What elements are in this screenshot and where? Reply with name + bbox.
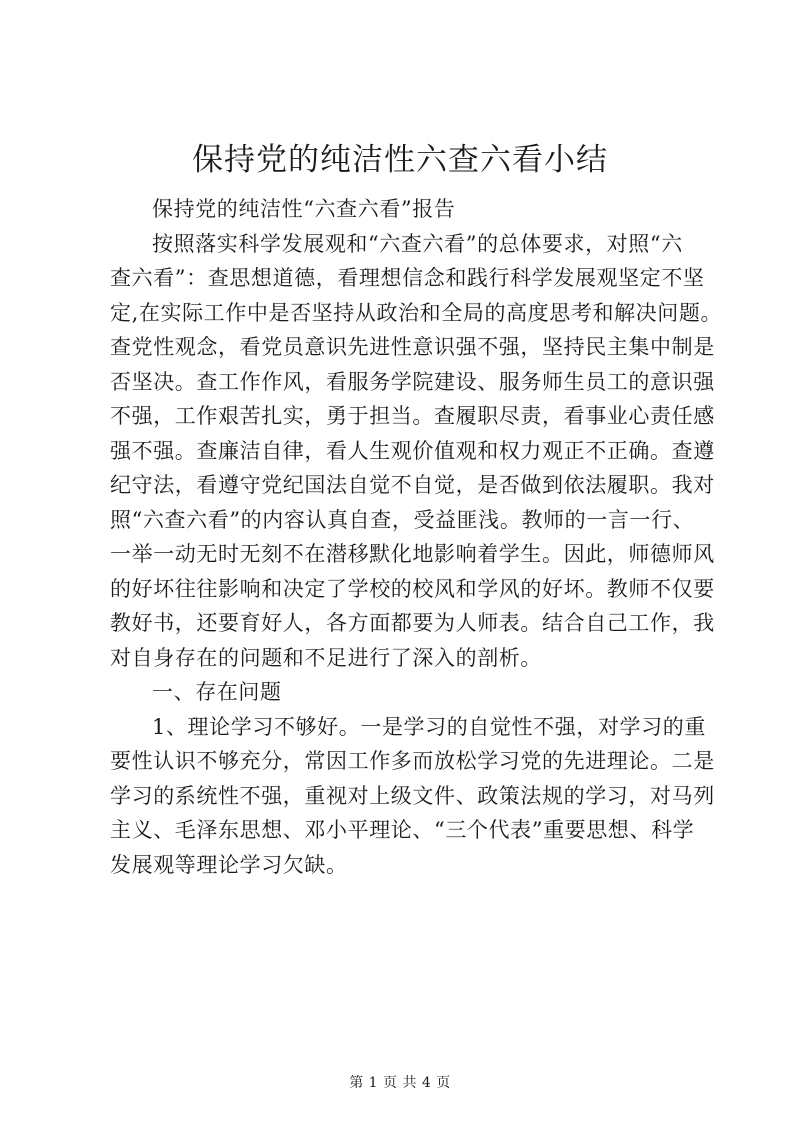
- paragraph-line: 纪守法，看遵守党纪国法自觉不自觉，是否做到依法履职。我对: [110, 473, 715, 497]
- paragraph-line: 要性认识不够充分，常因工作多而放松学习党的先进理论。二是: [110, 749, 715, 773]
- paragraph-line: 照“六查六看”的内容认真自查，受益匪浅。教师的一言一行、: [110, 507, 695, 532]
- section-heading: 一、存在问题: [152, 680, 282, 704]
- paragraph-line: 查六看”：查思想道德，看理想信念和践行科学发展观坚定不坚: [110, 266, 705, 290]
- paragraph-line: 的好坏往往影响和决定了学校的校风和学风的好坏。教师不仅要: [110, 576, 715, 601]
- paragraph-line: 1、理论学习不够好。一是学习的自觉性不强，对学习的重: [152, 714, 706, 739]
- paragraph-line: 对自身存在的问题和不足进行了深入的剖析。: [110, 645, 542, 670]
- page-footer: [0, 1073, 800, 1093]
- document-body: [110, 192, 723, 882]
- paragraph-line: 否坚决。查工作作风，看服务学院建设、服务师生员工的意识强: [110, 369, 715, 394]
- paragraph-line: 查党性观念，看党员意识先进性意识强不强，坚持民主集中制是: [110, 335, 715, 359]
- document-title: 保持党的纯洁性六查六看小结: [192, 142, 608, 178]
- paragraph-line: 强不强。查廉洁自律，看人生观价值观和权力观正不正确。查遵: [110, 438, 715, 463]
- paragraph-line: 不强，工作艰苦扎实，勇于担当。查履职尽责，看事业心责任感: [110, 404, 715, 428]
- subtitle-line: 保持党的纯洁性“六查六看”报告: [152, 197, 456, 221]
- paragraph-line: 定,在实际工作中是否坚持从政治和全局的高度思考和解决问题。: [110, 300, 723, 325]
- paragraph-line: 发展观等理论学习欠缺。: [110, 852, 348, 877]
- paragraph-line: 按照落实科学发展观和“六查六看”的总体要求，对照“六: [152, 231, 683, 256]
- page-number: 第 1 页 共 4 页: [349, 1075, 451, 1091]
- paragraph-line: 一举一动无时无刻不在潜移默化地影响着学生。因此，师德师风: [110, 542, 715, 566]
- paragraph-line: 主义、毛泽东思想、邓小平理论、“三个代表”重要思想、科学: [110, 818, 695, 842]
- paragraph-line: 教好书，还要育好人，各方面都要为人师表。结合自己工作，我: [110, 611, 715, 635]
- paragraph-line: 学习的系统性不强，重视对上级文件、政策法规的学习，对马列: [110, 783, 715, 808]
